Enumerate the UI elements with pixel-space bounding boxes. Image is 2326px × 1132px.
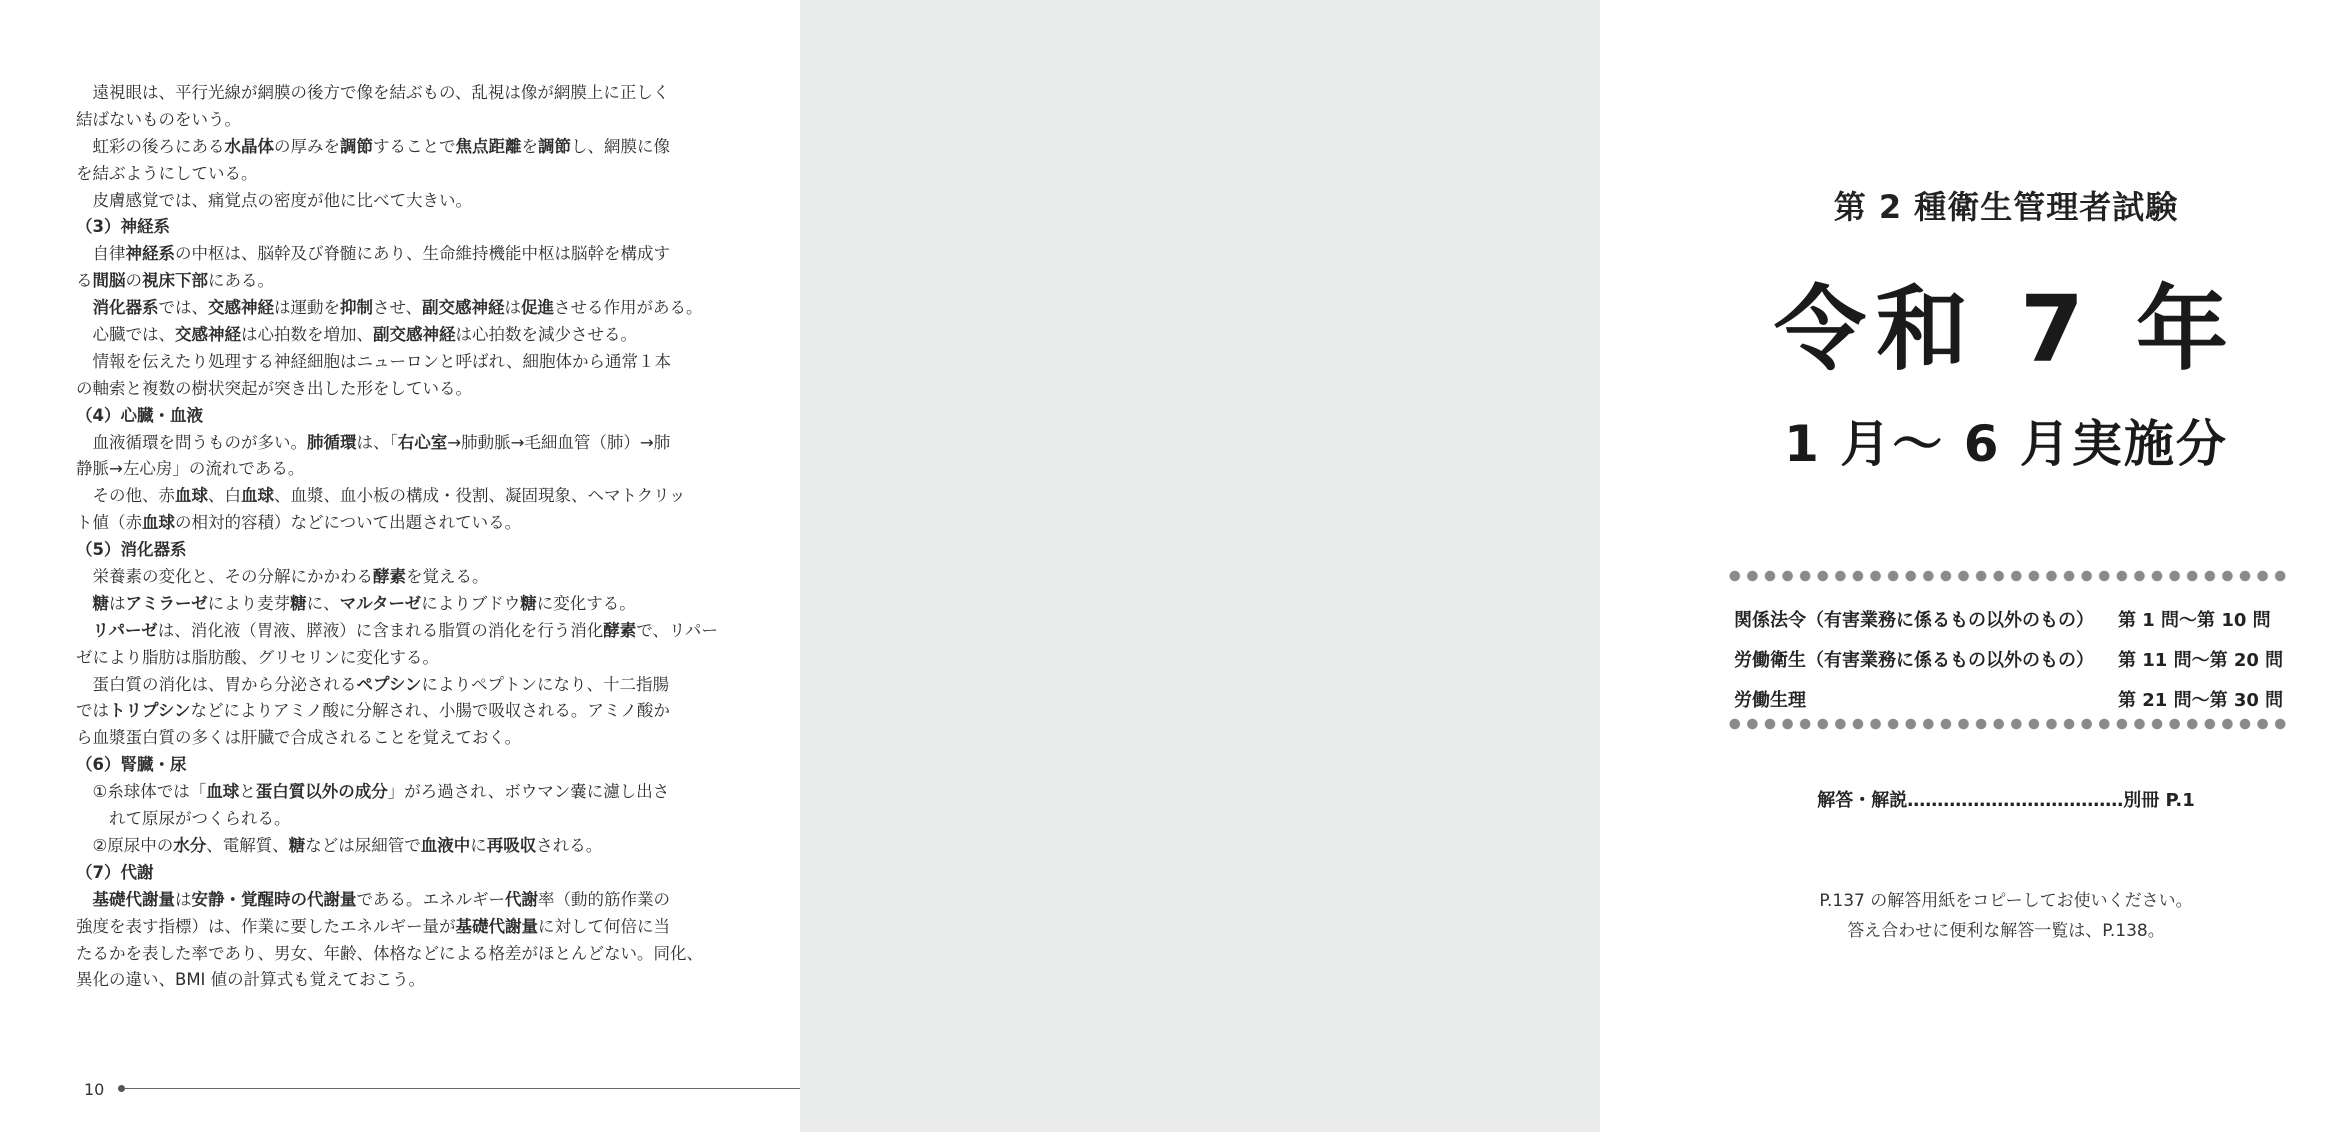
section-heading: （5）消化器系: [76, 540, 187, 560]
exam-year: 令和 7 年: [1773, 276, 2239, 383]
text-line: ②原尿中の水分、電解質、糖などは尿細管で血液中に再吸収される。: [92, 835, 603, 855]
text-line: 異化の違い、BMI 値の計算式も覚えておこう。: [76, 970, 426, 990]
note-answer-list: 答え合わせに便利な解答一覧は、P.138。: [1847, 921, 2165, 941]
text-line: る間脳の視床下部にある。: [76, 271, 274, 291]
text-line: 血液循環を問うものが多い。肺循環は、「右心室→肺動脈→毛細血管（肺）→肺: [92, 432, 671, 452]
text-line: ではトリプシンなどによりアミノ酸に分解され、小腸で吸収される。アミノ酸か: [76, 701, 670, 721]
text-line: 栄養素の変化と、その分解にかかわる酵素を覚える。: [92, 567, 489, 587]
exam-period: 1 月～ 6 月実施分: [1784, 415, 2228, 473]
text-line: 基礎代謝量は安静・覚醒時の代謝量である。エネルギー代謝率（動的筋作業の: [92, 889, 670, 909]
schedule-subject: 労働生理: [1734, 690, 1806, 711]
section-heading: （7）代謝: [76, 862, 154, 882]
text-line: 強度を表す指標）は、作業に要したエネルギー量が基礎代謝量に対して何倍に当: [76, 916, 670, 936]
dotted-divider-bottom: [1726, 718, 2291, 730]
answer-reference: 解答・解説………………………………別冊 P.1: [1817, 790, 2195, 811]
text-line: 虹彩の後ろにある水晶体の厚みを調節することで焦点距離を調節し、網膜に像: [92, 136, 670, 156]
text-line: 心臓では、交感神経は心拍数を増加、副交感神経は心拍数を減少させる。: [92, 325, 637, 345]
schedule-subject: 労働衛生（有害業務に係るもの以外のもの）: [1734, 650, 2094, 671]
text-line: 情報を伝えたり処理する神経細胞はニューロンと呼ばれ、細胞体から通常１本: [92, 351, 671, 371]
text-line: ①糸球体では「血球と蛋白質以外の成分」がろ過され、ボウマン嚢に濾し出さ: [92, 782, 670, 802]
page-number: 10: [84, 1080, 105, 1099]
schedule-questions: 第 1 問～第 10 問: [2118, 610, 2271, 631]
exam-subtitle: 第 2 種衛生管理者試験: [1833, 188, 2179, 226]
footer-rule: [124, 1088, 800, 1089]
exam-card: [1686, 86, 2326, 1046]
text-line: 皮膚感覚では、痛覚点の密度が他に比べて大きい。: [92, 190, 472, 210]
text-line: ら血漿蛋白質の多くは肝臓で合成されることを覚えておく。: [76, 728, 522, 748]
text-line: れて原尿がつくられる。: [109, 809, 291, 829]
schedule-subject: 関係法令（有害業務に係るもの以外のもの）: [1734, 610, 2094, 631]
dotted-divider-top: [1726, 570, 2291, 582]
text-line: 結ばないものをいう。: [76, 109, 241, 129]
schedule-row: [1734, 678, 2284, 718]
left-page: [0, 0, 800, 1132]
text-line: 遠視眼は、平行光線が網膜の後方で像を結ぶもの、乱視は像が網膜上に正しく: [92, 83, 670, 102]
text-line: ト値（赤血球の相対的容積）などについて出題されている。: [76, 513, 522, 533]
text-line: リパーゼは、消化液（胃液、膵液）に含まれる脂質の消化を行う消化酵素で、リパー: [92, 620, 718, 640]
schedule-table: [1734, 598, 2284, 718]
schedule-row: [1734, 638, 2284, 678]
text-line: 蛋白質の消化は、胃から分泌されるペプシンによりペプトンになり、十二指腸: [92, 674, 669, 694]
note-answer-sheet: P.137 の解答用紙をコピーしてお使いください。: [1819, 891, 2193, 911]
text-line: ゼにより脂肪は脂肪酸、グリセリンに変化する。: [76, 647, 439, 667]
section-heading: （6）腎臓・尿: [76, 755, 187, 775]
text-line: 消化器系では、交感神経は運動を抑制させ、副交感神経は促進させる作用がある。: [92, 298, 703, 318]
text-line: たるかを表した率であり、男女、年齢、体格などによる格差がほとんどない。同化、: [76, 943, 703, 963]
schedule-questions: 第 11 問～第 20 問: [2118, 650, 2284, 671]
section-heading: （4）心臓・血液: [76, 405, 203, 425]
schedule-questions: 第 21 問～第 30 問: [2118, 690, 2284, 711]
section-heading: （3）神経系: [76, 217, 170, 237]
text-line: 糖はアミラーゼにより麦芽糖に、マルターゼによりブドウ糖に変化する。: [92, 593, 636, 613]
usage-notes: [1686, 886, 2326, 946]
text-line: を結ぶようにしている。: [76, 163, 258, 183]
schedule-row: [1734, 598, 2284, 638]
text-line: 自律神経系の中枢は、脳幹及び脊髄にあり、生命維持機能中枢は脳幹を構成す: [92, 244, 670, 264]
right-page: [800, 0, 2284, 1132]
text-line: の軸索と複数の樹状突起が突き出した形をしている。: [76, 378, 472, 398]
body-text: [76, 80, 716, 994]
text-line: その他、赤血球、白血球、血漿、血小板の構成・役割、凝固現象、ヘマトクリッ: [92, 486, 686, 506]
text-line: 静脈→左心房」の流れである。: [76, 459, 305, 479]
